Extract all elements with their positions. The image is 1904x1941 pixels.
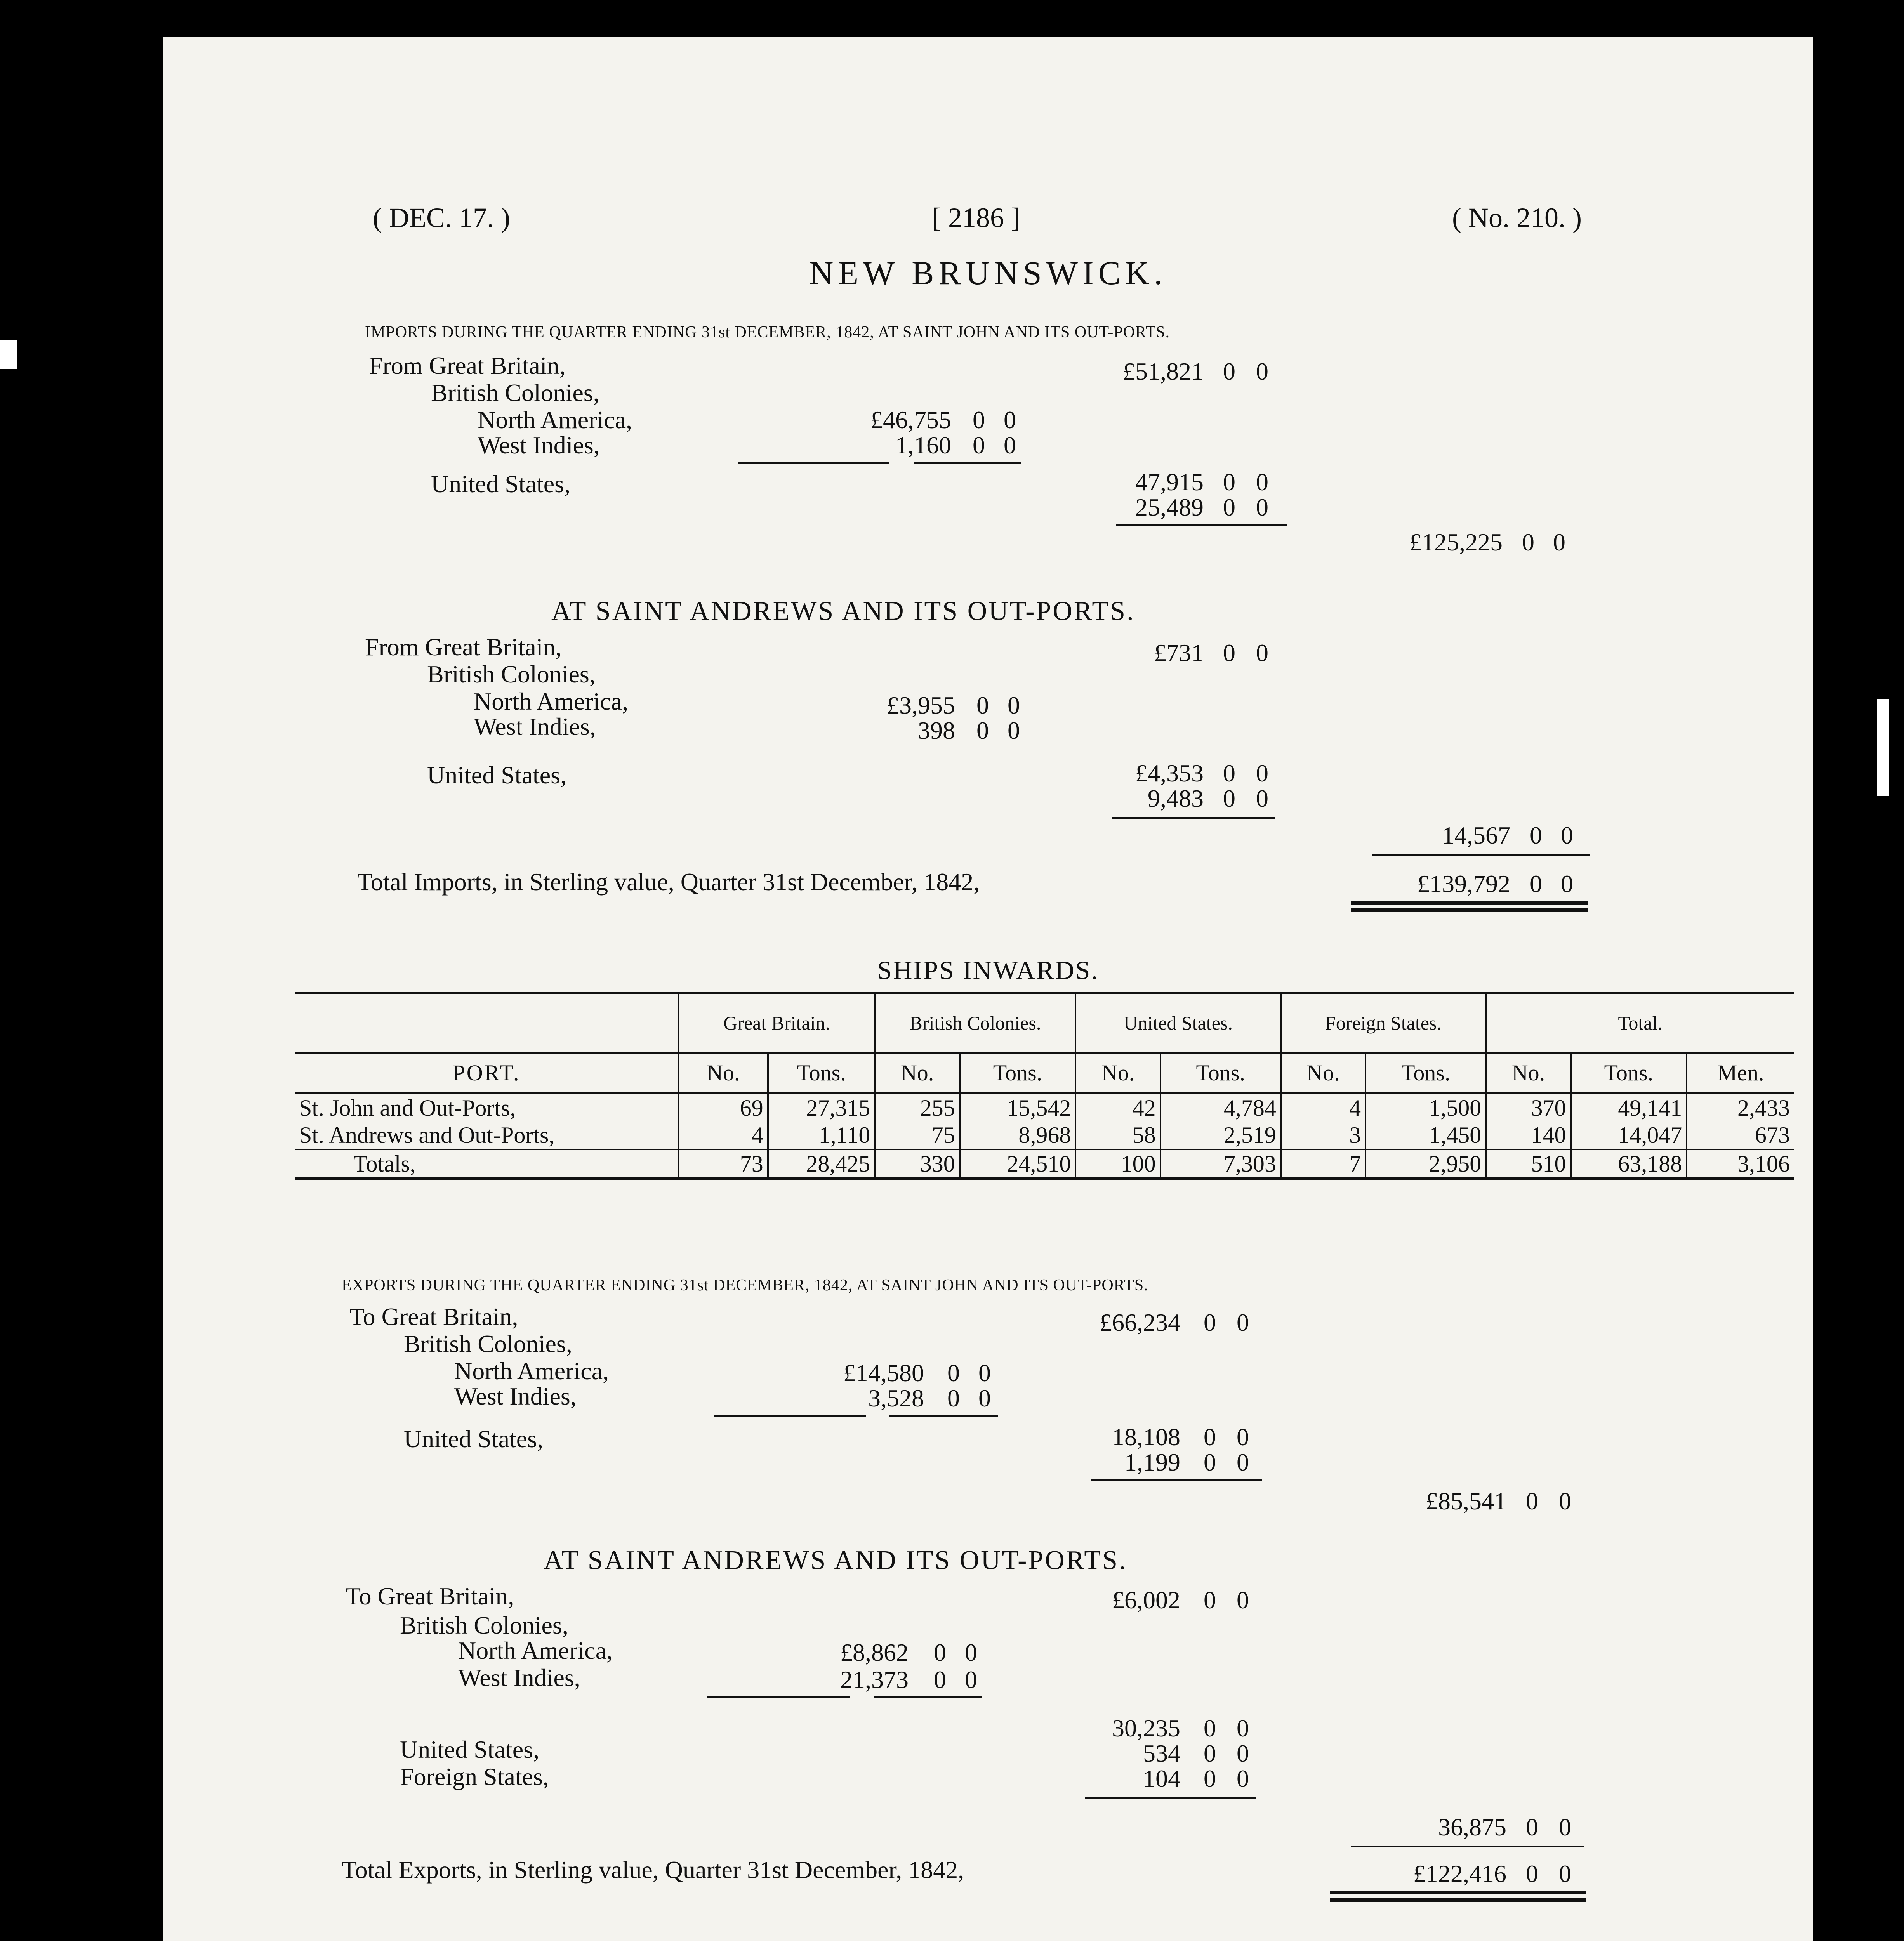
zero-pence: 0 (1237, 1448, 1249, 1476)
zero-shillings: 0 (1204, 1586, 1216, 1614)
cell: 4,784 (1160, 1094, 1281, 1122)
zero-pence: 0 (1237, 1740, 1249, 1767)
column-header: No. (1281, 1053, 1365, 1094)
group-header: British Colonies. (875, 994, 1075, 1053)
zero-shillings: 0 (1223, 358, 1235, 385)
zero-pence: 0 (1256, 358, 1268, 385)
zero-pence: 0 (978, 1359, 991, 1387)
import-st-andrews-great-britain-label: From Great Britain, (365, 633, 562, 661)
header-page-number: [ 2186 ] (932, 202, 1020, 233)
table-row (295, 1094, 1794, 1122)
cell: 3 (1281, 1122, 1365, 1149)
zero-pence: 0 (1256, 468, 1268, 496)
import-st-andrews-west-indies-label: West Indies, (474, 713, 596, 740)
import-st-john-british-colonies-label: British Colonies, (431, 379, 599, 406)
export-st-john-united-states-value: 1,199 (1124, 1448, 1180, 1476)
zero-pence: 0 (1237, 1586, 1249, 1614)
zero-shillings: 0 (947, 1384, 960, 1412)
zero-pence: 0 (1237, 1423, 1249, 1451)
zero-pence: 0 (1256, 639, 1268, 667)
export-st-andrews-port-total: 36,875 (1438, 1813, 1506, 1841)
zero-shillings: 0 (1223, 759, 1235, 787)
sum-rule (707, 1696, 850, 1698)
cell: 370 (1486, 1094, 1570, 1122)
zero-shillings: 0 (1223, 785, 1235, 812)
zero-shillings: 0 (1526, 1487, 1538, 1515)
zero-shillings: 0 (947, 1359, 960, 1387)
cell: 330 (875, 1149, 959, 1179)
cell: 49,141 (1571, 1094, 1687, 1122)
ships-inwards-title: SHIPS INWARDS. (877, 955, 1099, 985)
zero-shillings: 0 (1223, 639, 1235, 667)
column-header: Tons. (768, 1053, 875, 1094)
zero-shillings: 0 (1522, 528, 1534, 556)
zero-shillings: 0 (934, 1666, 946, 1693)
zero-shillings: 0 (1204, 1423, 1216, 1451)
import-st-andrews-north-america-label: North America, (474, 688, 629, 715)
column-header: Tons. (1160, 1053, 1281, 1094)
header-date: ( DEC. 17. ) (373, 202, 510, 233)
totals-row (295, 1149, 1794, 1179)
zero-shillings: 0 (1530, 821, 1542, 849)
cell: 27,315 (768, 1094, 875, 1122)
exports-total-label: Total Exports, in Sterling value, Quarter 31st December, 1842, (342, 1856, 964, 1884)
cell: 63,188 (1571, 1149, 1687, 1179)
imports-total-value: £139,792 (1417, 870, 1510, 898)
export-st-andrews-west-indies-label: West Indies, (458, 1664, 580, 1691)
import-st-john-north-america-label: North America, (478, 406, 632, 434)
export-st-john-great-britain-label: To Great Britain, (349, 1303, 518, 1330)
import-st-john-port-total: £125,225 (1409, 528, 1503, 556)
zero-pence: 0 (1561, 821, 1573, 849)
cell: 2,950 (1365, 1149, 1486, 1179)
export-st-andrews-united-states-label: United States, (400, 1736, 540, 1763)
zero-pence: 0 (965, 1639, 977, 1666)
zero-shillings: 0 (1223, 468, 1235, 496)
export-st-john-north-america-label: North America, (454, 1357, 609, 1385)
row-port: Totals, (295, 1149, 679, 1179)
column-header: Tons. (1365, 1053, 1486, 1094)
cell: 15,542 (960, 1094, 1076, 1122)
column-header: No. (875, 1053, 959, 1094)
port-column-spacer (295, 994, 679, 1053)
zero-pence: 0 (1004, 406, 1016, 434)
import-st-andrews-british-colonies-label: British Colonies, (427, 660, 596, 688)
zero-pence: 0 (1008, 691, 1020, 719)
double-rule (1330, 1898, 1586, 1902)
export-st-john-west-indies-value: 3,528 (868, 1384, 924, 1412)
cell: 2,519 (1160, 1122, 1281, 1149)
zero-shillings: 0 (1530, 870, 1542, 898)
sum-rule (1085, 1797, 1256, 1799)
cell: 673 (1687, 1122, 1794, 1149)
sum-rule (889, 1415, 998, 1417)
cell: 24,510 (960, 1149, 1076, 1179)
cell: 75 (875, 1122, 959, 1149)
cell: 255 (875, 1094, 959, 1122)
zero-shillings: 0 (973, 406, 985, 434)
export-st-john-port-total: £85,541 (1426, 1487, 1506, 1515)
double-rule (1330, 1891, 1586, 1894)
group-header: Great Britain. (679, 994, 875, 1053)
sum-rule (914, 462, 1021, 464)
export-st-john-great-britain-value: £66,234 (1100, 1309, 1180, 1336)
zero-pence: 0 (1559, 1487, 1571, 1515)
sum-rule (1112, 817, 1275, 819)
sum-rule (1116, 524, 1287, 526)
export-st-john-west-indies-label: West Indies, (454, 1382, 577, 1410)
import-st-andrews-colonies-total: £4,353 (1135, 759, 1204, 787)
export-st-andrews-foreign-states-label: Foreign States, (400, 1763, 549, 1790)
zero-shillings: 0 (1526, 1813, 1538, 1841)
import-st-andrews-west-indies-value: 398 (918, 717, 955, 744)
zero-shillings: 0 (1204, 1740, 1216, 1767)
cell: 140 (1486, 1122, 1570, 1149)
sum-rule (874, 1696, 982, 1698)
cell: 69 (679, 1094, 768, 1122)
zero-pence: 0 (978, 1384, 991, 1412)
zero-shillings: 0 (1204, 1765, 1216, 1792)
zero-pence: 0 (1553, 528, 1565, 556)
column-header: No. (679, 1053, 768, 1094)
cell: 7 (1281, 1149, 1365, 1179)
column-header: Tons. (1571, 1053, 1687, 1094)
ships-inwards-table (295, 994, 1794, 1180)
zero-shillings: 0 (1204, 1309, 1216, 1336)
zero-shillings: 0 (934, 1639, 946, 1666)
export-st-andrews-colonies-total: 30,235 (1112, 1714, 1180, 1742)
export-st-andrews-british-colonies-label: British Colonies, (400, 1611, 568, 1639)
import-st-andrews-north-america-value: £3,955 (887, 691, 955, 719)
export-st-andrews-united-states-value: 534 (1143, 1740, 1180, 1767)
zero-pence: 0 (1559, 1813, 1571, 1841)
zero-pence: 0 (1256, 493, 1268, 521)
cell: 14,047 (1571, 1122, 1687, 1149)
port-header: PORT. (295, 1053, 679, 1094)
column-header: No. (1075, 1053, 1160, 1094)
column-header: Tons. (960, 1053, 1076, 1094)
group-header: United States. (1075, 994, 1280, 1053)
import-st-john-united-states-value: 25,489 (1135, 493, 1204, 521)
zero-shillings: 0 (973, 431, 985, 459)
row-port: St. John and Out-Ports, (295, 1094, 679, 1122)
group-header: Total. (1486, 994, 1794, 1053)
cell: 4 (679, 1122, 768, 1149)
import-st-andrews-great-britain-value: £731 (1154, 639, 1204, 667)
export-st-andrews-heading: AT SAINT ANDREWS AND ITS OUT-PORTS. (544, 1545, 1127, 1575)
export-st-andrews-great-britain-value: £6,002 (1112, 1586, 1180, 1614)
cell: 73 (679, 1149, 768, 1179)
import-st-john-north-america-value: £46,755 (870, 406, 951, 434)
zero-pence: 0 (1237, 1714, 1249, 1742)
double-rule (1351, 901, 1588, 905)
zero-pence: 0 (1237, 1309, 1249, 1336)
column-header: No. (1486, 1053, 1570, 1094)
sum-rule (714, 1415, 866, 1417)
column-header: Men. (1687, 1053, 1794, 1094)
zero-shillings: 0 (1204, 1448, 1216, 1476)
cell: 100 (1075, 1149, 1160, 1179)
import-st-john-great-britain-value: £51,821 (1123, 358, 1204, 385)
export-st-john-colonies-total: 18,108 (1112, 1423, 1180, 1451)
cell: 3,106 (1687, 1149, 1794, 1179)
cell: 510 (1486, 1149, 1570, 1179)
zero-pence: 0 (1008, 717, 1020, 744)
zero-pence: 0 (1561, 870, 1573, 898)
zero-pence: 0 (1256, 785, 1268, 812)
import-st-john-colonies-total: 47,915 (1135, 468, 1204, 496)
exports-total-value: £122,416 (1413, 1860, 1506, 1887)
cell: 1,500 (1365, 1094, 1486, 1122)
export-st-andrews-great-britain-label: To Great Britain, (346, 1582, 514, 1610)
scan-edge-mark-right (1877, 699, 1889, 796)
exports-heading: EXPORTS DURING THE QUARTER ENDING 31st DECEMBER, 1842, AT SAINT JOHN AND ITS OUT-PORTS. (342, 1276, 1148, 1294)
sum-rule (1351, 1846, 1584, 1847)
zero-shillings: 0 (1223, 493, 1235, 521)
table-row (295, 1122, 1794, 1149)
export-st-andrews-north-america-label: North America, (458, 1637, 613, 1664)
import-st-andrews-heading: AT SAINT ANDREWS AND ITS OUT-PORTS. (551, 596, 1135, 626)
export-st-john-british-colonies-label: British Colonies, (404, 1330, 572, 1358)
zero-pence: 0 (1237, 1765, 1249, 1792)
zero-pence: 0 (965, 1666, 977, 1693)
export-st-john-united-states-label: United States, (404, 1425, 544, 1453)
zero-pence: 0 (1559, 1860, 1571, 1887)
import-st-john-west-indies-label: West Indies, (478, 431, 600, 459)
cell: 7,303 (1160, 1149, 1281, 1179)
import-st-andrews-united-states-value: 9,483 (1148, 785, 1204, 812)
double-rule (1351, 908, 1588, 912)
page-title: NEW BRUNSWICK. (809, 254, 1167, 292)
cell: 2,433 (1687, 1094, 1794, 1122)
cell: 1,110 (768, 1122, 875, 1149)
sum-rule (738, 462, 889, 464)
import-st-john-united-states-label: United States, (431, 470, 571, 498)
import-st-john-great-britain-label: From Great Britain, (369, 352, 566, 379)
cell: 28,425 (768, 1149, 875, 1179)
import-st-andrews-port-total: 14,567 (1442, 821, 1510, 849)
cell: 4 (1281, 1094, 1365, 1122)
zero-pence: 0 (1256, 759, 1268, 787)
cell: 58 (1075, 1122, 1160, 1149)
cell: 8,968 (960, 1122, 1076, 1149)
row-port: St. Andrews and Out-Ports, (299, 1122, 555, 1148)
imports-heading: IMPORTS DURING THE QUARTER ENDING 31st DECEMBER, 1842, AT SAINT JOHN AND ITS OUT-PORTS. (365, 323, 1170, 341)
export-st-andrews-foreign-states-value: 104 (1143, 1765, 1180, 1792)
export-st-john-north-america-value: £14,580 (843, 1359, 924, 1387)
import-st-andrews-united-states-label: United States, (427, 761, 567, 789)
zero-shillings: 0 (1204, 1714, 1216, 1742)
cell: 42 (1075, 1094, 1160, 1122)
document-page (163, 37, 1813, 1941)
cell: 1,450 (1365, 1122, 1486, 1149)
zero-shillings: 0 (1526, 1860, 1538, 1887)
sum-rule (1372, 854, 1590, 856)
zero-pence: 0 (1004, 431, 1016, 459)
zero-shillings: 0 (976, 717, 989, 744)
scan-edge-mark-left (0, 340, 17, 369)
export-st-andrews-west-indies-value: 21,373 (840, 1666, 909, 1693)
group-header: Foreign States. (1281, 994, 1486, 1053)
import-st-john-west-indies-value: 1,160 (895, 431, 951, 459)
zero-shillings: 0 (976, 691, 989, 719)
imports-total-label: Total Imports, in Sterling value, Quarter 31st December, 1842, (357, 868, 980, 896)
export-st-andrews-north-america-value: £8,862 (840, 1639, 909, 1666)
header-document-number: ( No. 210. ) (1452, 202, 1582, 233)
sum-rule (1091, 1479, 1262, 1481)
